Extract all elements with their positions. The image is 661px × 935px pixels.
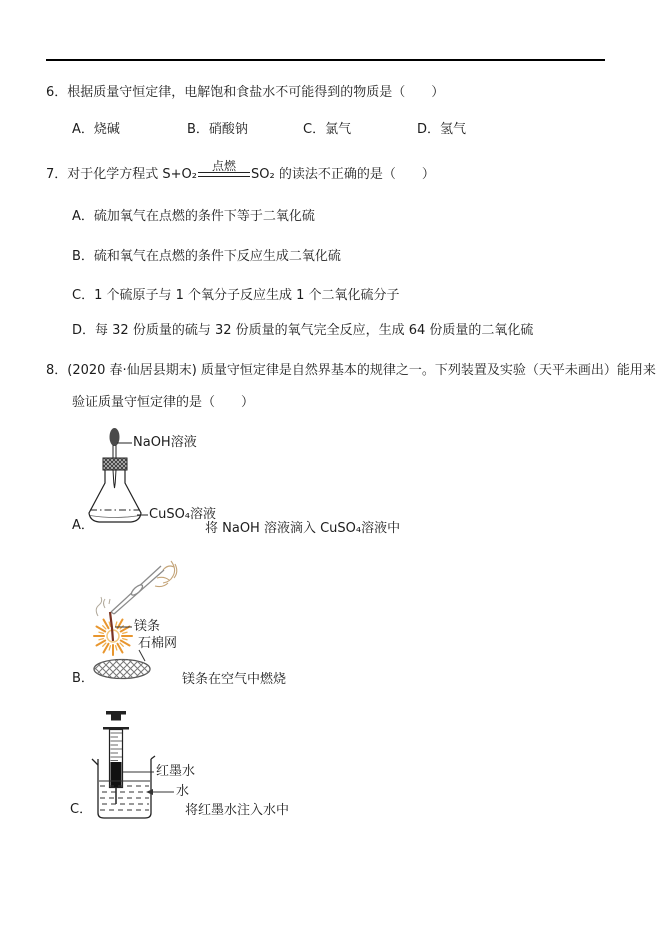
option-6c: C．氯气: [303, 122, 352, 137]
option-a-caption: 将 NaOH 溶液滴入 CuSO₄溶液中: [205, 521, 401, 536]
double-equal-line: [198, 172, 250, 177]
question-6-stem: 6．根据质量守恒定律，电解饱和食盐水不可能得到的物质是（ ）: [46, 85, 445, 100]
page-divider: [46, 59, 605, 61]
option-7a: A．硫加氧气在点燃的条件下等于二氧化硫: [72, 209, 315, 224]
label-red-ink: 红墨水: [156, 764, 196, 779]
question-8-stem-line1: 8．(2020 春·仙居县期末) 质量守恒定律是自然界基本的规律之一。下列装置及实验（天平未画出）能用来: [46, 363, 656, 378]
question-8-stem-line2: 验证质量守恒定律的是（ ）: [72, 395, 255, 410]
option-7d: D．每 32 份质量的硫与 32 份质量的氧气完全反应，生成 64 份质量的二氧化硫: [72, 323, 534, 338]
question-7-stem: [46, 159, 435, 183]
water-dashes: [99, 781, 150, 810]
option-b-letter: B．: [72, 671, 94, 686]
asbestos-net-icon: [94, 660, 150, 679]
condition-text: 点燃: [211, 159, 237, 173]
option-c-letter: C．: [70, 802, 93, 817]
option-7b: B．硫和氧气在点燃的条件下反应生成二氧化硫: [72, 249, 341, 264]
label-asbestos: 石棉网: [138, 636, 178, 651]
syringe-icon: [103, 711, 129, 804]
equation-condition: [198, 159, 250, 177]
water-leader-arrow: [146, 789, 174, 795]
label-water: 水: [176, 784, 190, 799]
label-magnesium: 镁条: [134, 619, 161, 634]
option-6b: B．硝酸钠: [187, 122, 248, 137]
label-naoh: NaOH溶液: [133, 435, 197, 450]
label-cuso4: CuSO₄溶液: [149, 507, 217, 522]
option-7c: C．1 个硫原子与 1 个氧分子反应生成 1 个二氧化硫分子: [72, 288, 400, 303]
equation-reactants: S+O₂: [162, 167, 197, 182]
equation-product: SO₂: [251, 167, 275, 182]
red-ink-fill: [111, 762, 122, 787]
rubber-stopper: [103, 458, 127, 470]
tweezers-icon: [111, 566, 164, 614]
option-6d: D．氢气: [417, 122, 467, 137]
option-b-caption: 镁条在空气中燃烧: [182, 672, 287, 687]
flask-body: [89, 470, 141, 522]
option-c-caption: 将红墨水注入水中: [185, 803, 290, 818]
smoke-icon: [96, 597, 110, 616]
beaker-icon: [92, 756, 155, 818]
hand-icon: [155, 561, 177, 587]
diagram-b: [85, 560, 205, 685]
option-a-letter: A．: [72, 518, 94, 533]
q7-stem-suffix: 的读法不正确的是（ ）: [274, 167, 435, 182]
chemical-equation: [162, 159, 275, 182]
diagram-c: [90, 705, 200, 825]
q7-stem-prefix: 7．对于化学方程式: [46, 167, 163, 182]
option-6a: A．烧碱: [72, 122, 120, 137]
asbestos-leader-line: [139, 650, 145, 661]
